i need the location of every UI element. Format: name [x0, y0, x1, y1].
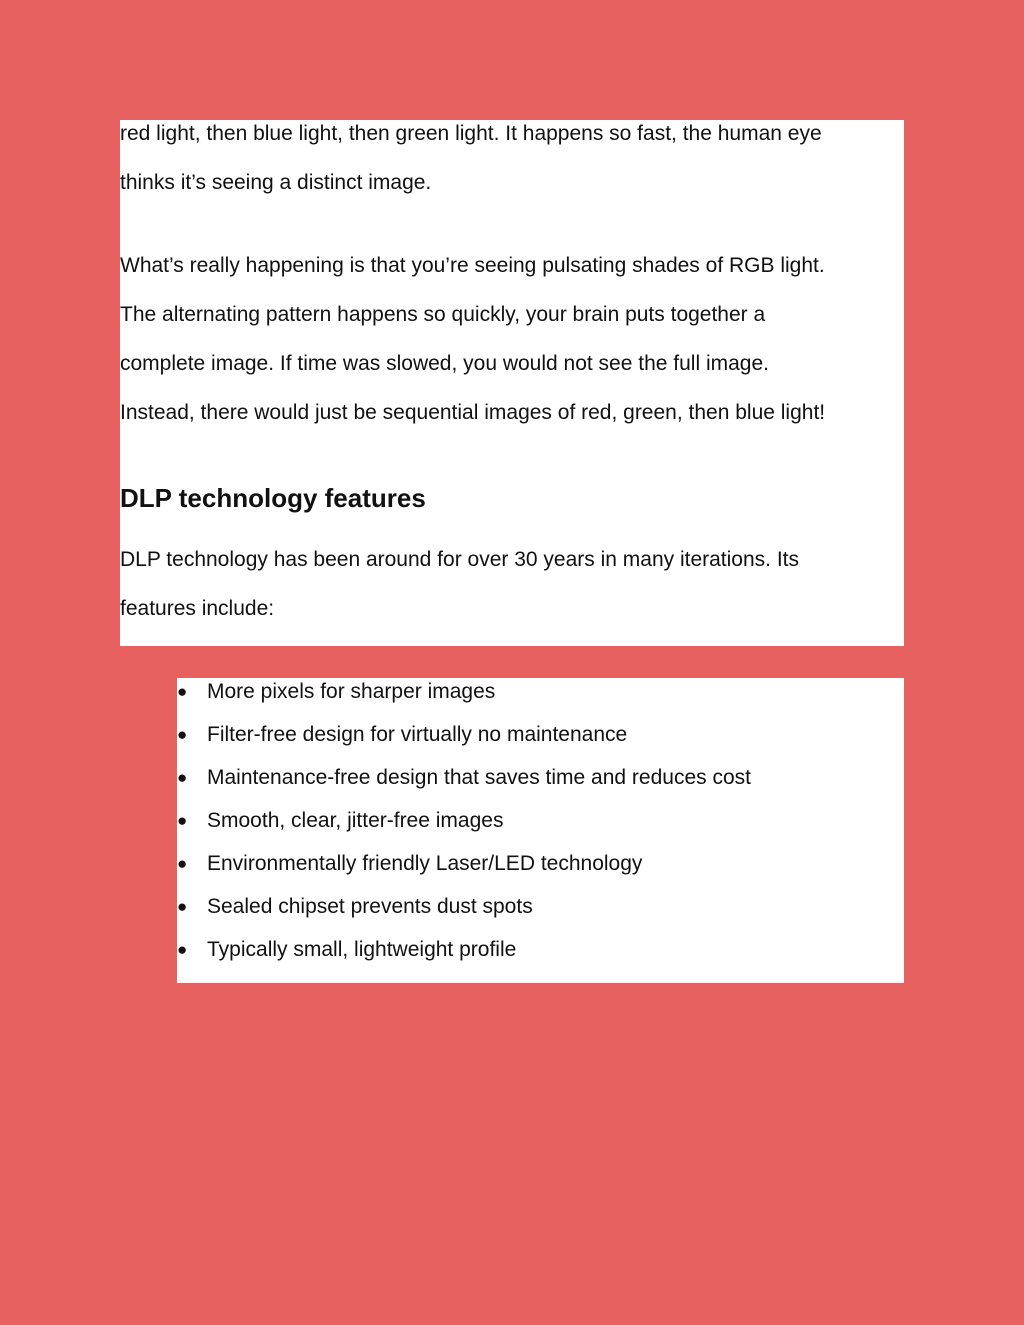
list-item-text: Sealed chipset prevents dust spots [207, 895, 533, 918]
paragraph-line: red light, then blue light, then green light. It happens so fast, the human eye [120, 122, 822, 145]
bullet-icon: ● [177, 682, 188, 701]
bullet-icon: ● [177, 811, 188, 830]
list-item-text: Typically small, lightweight profile [207, 938, 517, 961]
list-item-text: More pixels for sharper images [207, 680, 496, 703]
paragraph-line: thinks it’s seeing a distinct image. [120, 171, 432, 194]
paragraph-line: DLP technology has been around for over 30 years in many iterations. Its [120, 548, 800, 571]
paragraph-line: The alternating pattern happens so quickly, your brain puts together a [120, 303, 766, 326]
bullet-icon: ● [177, 940, 188, 959]
paragraph-line: Instead, there would just be sequential images of red, green, then blue light! [120, 401, 826, 424]
bullet-icon: ● [177, 768, 188, 787]
paragraph-line: complete image. If time was slowed, you would not see the full image. [120, 352, 769, 375]
section-heading: DLP technology features [120, 483, 426, 513]
list-item-text: Smooth, clear, jitter-free images [207, 809, 504, 832]
paragraph-line: What’s really happening is that you’re seeing pulsating shades of RGB light. [120, 254, 825, 277]
list-item-text: Environmentally friendly Laser/LED technology [207, 852, 643, 875]
paragraph-line: features include: [120, 597, 275, 620]
list-item-text: Filter-free design for virtually no maintenance [207, 723, 628, 746]
bullet-icon: ● [177, 854, 188, 873]
list-item-text: Maintenance-free design that saves time and reduces cost [207, 766, 751, 789]
content-block [120, 120, 904, 646]
bullet-icon: ● [177, 897, 188, 916]
features-list-block [177, 678, 904, 983]
bullet-icon: ● [177, 725, 188, 744]
